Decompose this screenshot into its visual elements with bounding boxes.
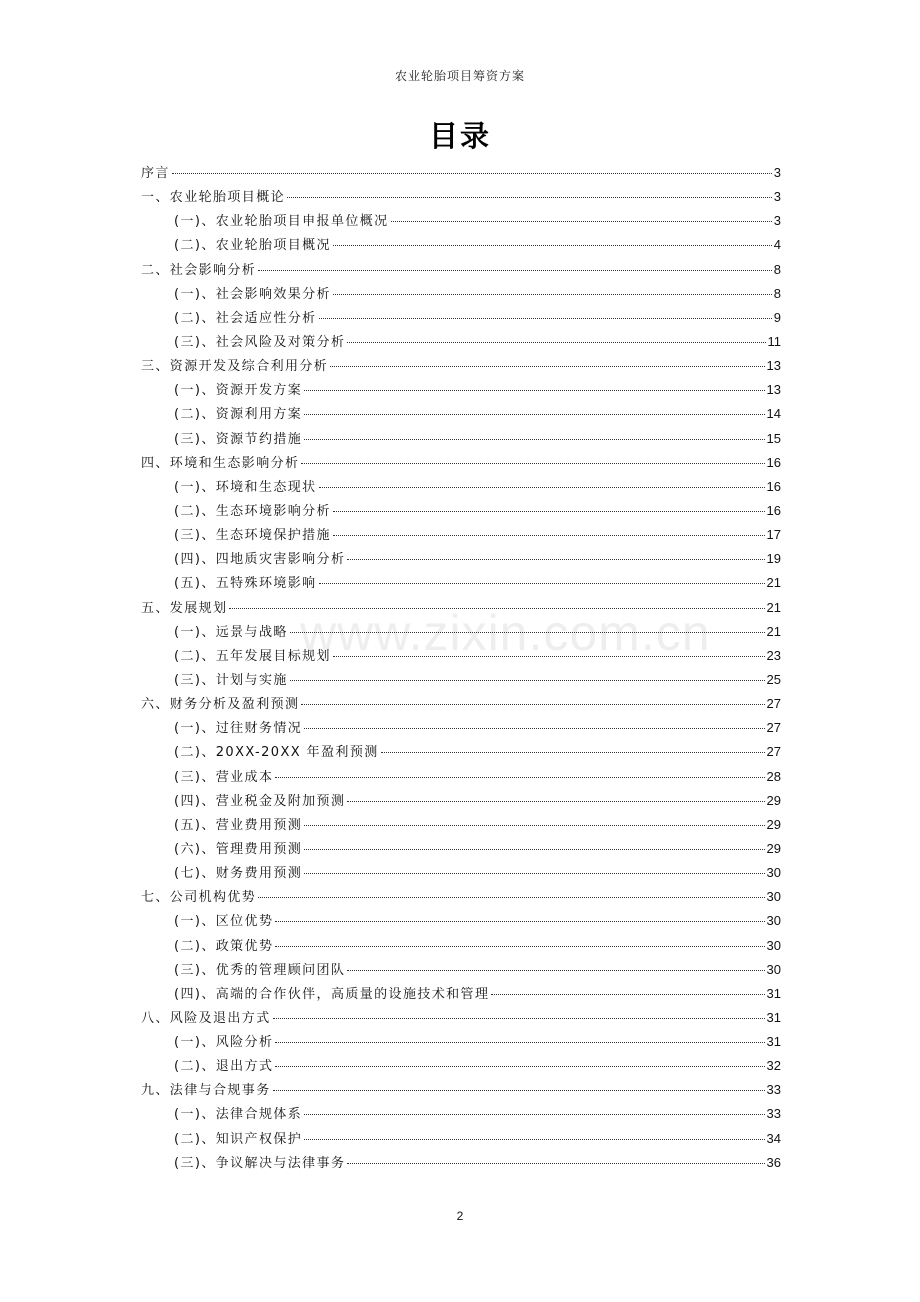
toc-dot-leader [275,1042,764,1043]
toc-entry-label: (四)、四地质灾害影响分析 [174,552,346,568]
toc-entry-page: 34 [766,1130,781,1146]
toc-entry[interactable] [141,837,781,861]
toc-entry[interactable] [141,861,781,885]
toc-entry[interactable] [141,596,781,620]
toc-entry[interactable] [141,1102,781,1126]
toc-entry-page: 17 [766,527,781,543]
toc-dot-leader [333,656,765,657]
toc-dot-leader [304,439,764,440]
toc-entry[interactable] [141,1078,781,1102]
toc-entry-page: 13 [766,358,781,374]
toc-dot-leader [275,777,764,778]
toc-entry[interactable] [141,233,781,257]
toc-dot-leader [290,632,765,633]
toc-entry-label: 五、发展规划 [141,600,228,616]
toc-dot-leader [172,173,772,174]
toc-entry-label: 一、农业轮胎项目概论 [141,190,286,206]
toc-entry[interactable] [141,523,781,547]
toc-dot-leader [258,897,764,898]
toc-entry-page: 4 [773,237,781,253]
toc-entry-page: 14 [766,406,781,422]
toc-dot-leader [304,849,764,850]
toc-dot-leader [319,583,765,584]
toc-entry-page: 3 [773,165,781,180]
toc-entry-label: (二)、资源利用方案 [174,407,303,423]
toc-dot-leader [319,487,765,488]
toc-entry-label: 三、资源开发及综合利用分析 [141,359,329,375]
toc-dot-leader [275,946,764,947]
toc-entry[interactable] [141,1151,781,1175]
toc-entry[interactable] [141,620,781,644]
toc-entry-label: (一)、农业轮胎项目申报单位概况 [174,214,389,230]
toc-entry[interactable] [141,354,781,378]
toc-entry-label: (一)、法律合规体系 [174,1107,303,1123]
toc-entry-label: (五)、营业费用预测 [174,817,303,833]
toc-entry-page: 29 [766,792,781,808]
toc-entry-label: (五)、五特殊环境影响 [174,576,317,592]
toc-entry-page: 29 [766,840,781,856]
toc-entry-page: 8 [773,285,781,301]
toc-dot-leader [304,873,764,874]
toc-entry-page: 31 [766,985,781,1001]
toc-entry-page: 36 [766,1154,781,1170]
toc-dot-leader [287,197,772,198]
toc-entry-page: 32 [766,1058,781,1074]
toc-entry-page: 16 [766,454,781,470]
toc-entry-page: 30 [766,913,781,929]
toc-dot-leader [347,970,764,971]
toc-entry-page: 30 [766,937,781,953]
toc-entry[interactable] [141,209,781,233]
toc-entry[interactable] [141,813,781,837]
table-of-contents [141,161,781,1175]
toc-entry-page: 16 [766,478,781,494]
toc-dot-leader [229,608,764,609]
toc-entry-page: 31 [766,1034,781,1050]
toc-entry[interactable] [141,547,781,571]
toc-entry[interactable] [141,402,781,426]
toc-entry-label: (一)、区位优势 [174,914,274,930]
toc-entry[interactable] [141,427,781,451]
toc-entry-page: 21 [766,599,781,615]
toc-entry[interactable] [141,789,781,813]
toc-entry-page: 9 [773,309,781,325]
toc-entry[interactable] [141,934,781,958]
toc-entry[interactable] [141,909,781,933]
toc-entry-label: 二、社会影响分析 [141,262,257,278]
toc-entry-page: 30 [766,865,781,881]
toc-entry-label: (六)、管理费用预测 [174,841,303,857]
toc-dot-leader [330,366,764,367]
toc-dot-leader [301,704,764,705]
toc-entry-label: 六、财务分析及盈利预测 [141,697,300,713]
toc-entry-label: (一)、资源开发方案 [174,383,303,399]
toc-entry[interactable] [141,378,781,402]
toc-entry-label: (一)、社会影响效果分析 [174,286,331,302]
toc-dot-leader [391,221,772,222]
toc-entry-label: (三)、争议解决与法律事务 [174,1155,346,1171]
toc-entry-label: (一)、远景与战略 [174,624,288,640]
toc-entry-label: (二)、农业轮胎项目概况 [174,238,331,254]
toc-entry[interactable] [141,958,781,982]
toc-entry-page: 21 [766,623,781,639]
toc-entry[interactable] [141,571,781,595]
running-header: 农业轮胎项目筹资方案 [394,69,525,83]
toc-entry[interactable] [141,258,781,282]
toc-entry[interactable] [141,1054,781,1078]
toc-entry-page: 19 [766,551,781,567]
toc-entry-page: 13 [766,382,781,398]
toc-entry[interactable] [141,330,781,354]
toc-dot-leader [273,1090,765,1091]
toc-entry[interactable] [141,1127,781,1151]
toc-entry-page: 21 [766,575,781,591]
toc-dot-leader [304,728,764,729]
toc-dot-leader [381,752,765,753]
toc-entry-page: 27 [766,744,781,760]
toc-entry-page: 11 [767,333,781,349]
toc-entry[interactable] [141,668,781,692]
toc-entry-label: 九、法律与合规事务 [141,1083,271,1099]
toc-entry-label: (二)、知识产权保护 [174,1131,303,1147]
toc-dot-leader [290,680,765,681]
toc-entry-page: 8 [773,261,781,277]
toc-entry-page: 23 [766,647,781,663]
toc-entry-page: 25 [766,671,781,687]
toc-dot-leader [347,342,765,343]
toc-entry-page: 15 [766,430,781,446]
toc-dot-leader [275,921,764,922]
toc-entry-label: 四、环境和生态影响分析 [141,455,300,471]
toc-entry-label: (三)、社会风险及对策分析 [174,334,346,350]
toc-entry-label: (二)、20XX-20XX 年盈利预测 [174,745,379,761]
toc-entry[interactable] [141,1006,781,1030]
toc-entry-label: 七、公司机构优势 [141,890,257,906]
toc-entry-label: 八、风险及退出方式 [141,1010,271,1026]
toc-entry[interactable] [141,161,781,185]
toc-entry-page: 33 [766,1106,781,1122]
toc-entry[interactable] [141,982,781,1006]
toc-entry-label: (二)、政策优势 [174,938,274,954]
toc-entry-page: 3 [773,213,781,229]
toc-entry-label: (七)、财务费用预测 [174,866,303,882]
toc-entry-label: (一)、环境和生态现状 [174,479,317,495]
toc-entry-label: (一)、过往财务情况 [174,721,303,737]
toc-entry-page: 16 [766,502,781,518]
toc-entry[interactable] [141,692,781,716]
toc-dot-leader [333,535,765,536]
toc-dot-leader [304,1139,764,1140]
toc-entry-label: (二)、社会适应性分析 [174,310,317,326]
toc-entry-label: (三)、生态环境保护措施 [174,528,331,544]
toc-entry-label: (四)、营业税金及附加预测 [174,793,346,809]
toc-entry[interactable] [141,475,781,499]
toc-dot-leader [491,994,764,995]
toc-entry[interactable] [141,185,781,209]
toc-entry-label: (四)、高端的合作伙伴，高质量的设施技术和管理 [174,986,490,1002]
toc-entry-label: (三)、资源节约措施 [174,431,303,447]
toc-entry[interactable] [141,765,781,789]
toc-entry[interactable] [141,644,781,668]
toc-dot-leader [347,801,764,802]
toc-dot-leader [304,390,764,391]
toc-dot-leader [258,270,772,271]
toc-dot-leader [304,414,764,415]
toc-dot-leader [304,825,764,826]
toc-dot-leader [304,1114,764,1115]
toc-entry[interactable] [141,1030,781,1054]
toc-entry-label: (三)、营业成本 [174,769,274,785]
toc-dot-leader [333,245,772,246]
toc-entry-page: 28 [766,768,781,784]
toc-entry-label: (三)、优秀的管理顾问团队 [174,962,346,978]
toc-entry-page: 27 [766,720,781,736]
toc-dot-leader [347,1163,764,1164]
toc-entry[interactable] [141,306,781,330]
toc-dot-leader [275,1066,764,1067]
toc-entry-page: 3 [773,189,781,205]
toc-entry[interactable] [141,282,781,306]
toc-dot-leader [273,1018,765,1019]
toc-entry[interactable] [141,499,781,523]
toc-title: 目录 [428,119,491,153]
toc-entry-label: (二)、五年发展目标规划 [174,648,331,664]
toc-entry-page: 31 [766,1009,781,1025]
toc-entry-page: 30 [766,889,781,905]
toc-entry-label: (一)、风险分析 [174,1035,274,1051]
page-number: 2 [456,1209,464,1223]
toc-dot-leader [319,318,772,319]
toc-entry-label: (二)、退出方式 [174,1059,274,1075]
toc-entry-label: (三)、计划与实施 [174,672,288,688]
toc-entry[interactable] [141,716,781,740]
toc-dot-leader [347,559,764,560]
toc-entry-label: 序言 [141,166,170,181]
toc-entry-page: 33 [766,1082,781,1098]
toc-dot-leader [333,511,765,512]
toc-dot-leader [301,463,764,464]
toc-entry[interactable] [141,451,781,475]
watermark: www.zixin.com.cn [300,605,711,661]
toc-entry-page: 30 [766,961,781,977]
toc-entry[interactable] [141,885,781,909]
toc-entry[interactable] [141,740,781,764]
toc-entry-label: (二)、生态环境影响分析 [174,503,331,519]
toc-dot-leader [333,294,772,295]
toc-entry-page: 27 [766,696,781,712]
toc-entry-page: 29 [766,816,781,832]
